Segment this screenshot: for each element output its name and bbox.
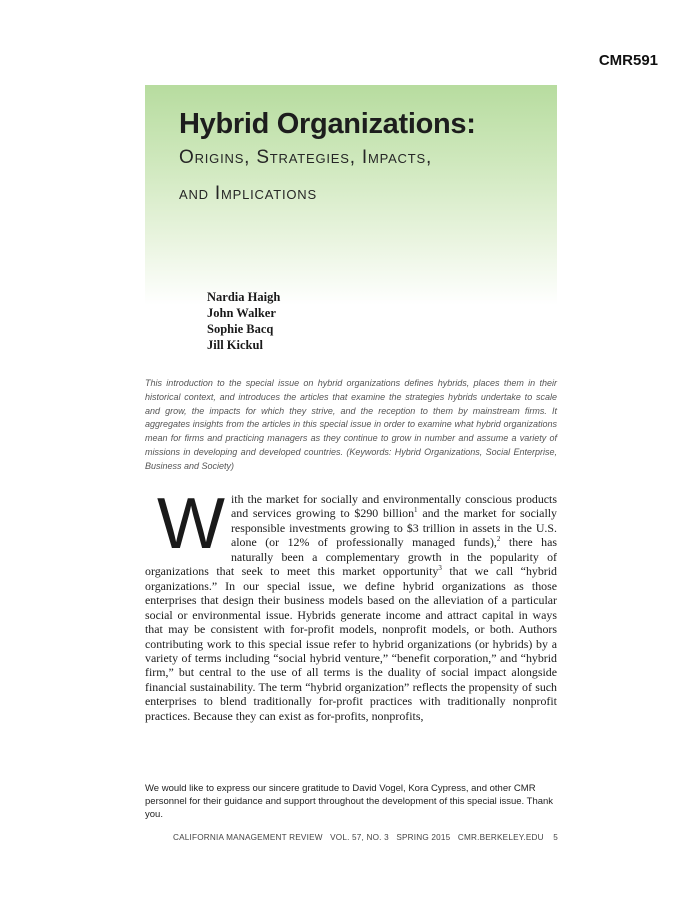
page-footer [173,833,558,842]
acknowledgment-note: We would like to express our sincere gratitude to David Vogel, Kora Cypress, and other CMR personnel for their guidance and support throughout the development of this special issue. Thank you. [145,783,554,820]
footnote-marker[interactable]: 2 [496,535,501,544]
author-name: Sophie Bacq [207,322,274,336]
drop-cap: W [157,484,225,564]
body-text-segment: ith the market for socially and environmentally conscious products and services growing to $290 billion [230,492,557,521]
footnote-marker[interactable]: 3 [438,564,442,573]
article-subtitle-line-1: Origins, Strategies, Impacts, [179,147,433,168]
journal-name: CALIFORNIA MANAGEMENT REVIEW [173,833,323,842]
abstract: This introduction to the special issue on hybrid organizations defines hybrids, places them in their historical context, and introduces the articles that examine the strategies hybrids undertake to scale and grow, the impacts for which they strive, and the reception to them by mainstream firms. It aggregates insights from the articles in this special issue in order to examine what hybrid organizations mean for firms and practicing managers as they continue to grow in number and assume a variety of missions in developing and developed countries. (Keywords: Hybrid Organizations, Social Enterprise, Business and Society) [145,378,557,471]
journal-volume: VOL. 57, NO. 3 [330,833,389,842]
author-name: Nardia Haigh [207,290,281,304]
body-text-segment: and the market for socially responsible investments growing to $3 trillion in assets in the U.S. alone (or 12% of professionally managed funds), [230,506,557,550]
journal-date: SPRING 2015 [396,833,451,842]
article-code: CMR591 [598,52,658,69]
author-name: Jill Kickul [207,338,263,352]
footnote-marker[interactable]: 1 [414,506,418,515]
body-text-segment: there has naturally been a complementary growth in the popularity of organizations that seek to meet this market opportunity [145,535,557,579]
article-title: Hybrid Organizations: [179,108,476,140]
author-name: John Walker [207,306,276,320]
body-text-segment: that we call “hybrid organizations.” In our special issue, we define hybrid organizations as those enterprises that design their business models based on the alleviation of a particular social or environmental issue. Hybrids generate income and attract capital in ways that may be consistent with for-profit models, nonprofit models, or both. Authors contributing work to this special issue refer to hybrid organizations (or hybrids) by a variety of terms including “social hybrid venture,” “benefit corporation,” and “hybrid firm,” but central to the use of all terms is the duality of social impact alongside financial sustainability. The term “hybrid organization” reflects the propensity of such enterprises to blend traditionally for-profit practices with traditionally nonprofit practices. Because they can exist as for-profits, nonprofits, [145,564,557,723]
body-paragraph [145,484,557,723]
journal-website: CMR.BERKELEY.EDU [457,833,544,842]
article-subtitle-line-2: and Implications [179,183,317,204]
author-list [207,289,280,353]
page-number: 5 [553,833,558,842]
